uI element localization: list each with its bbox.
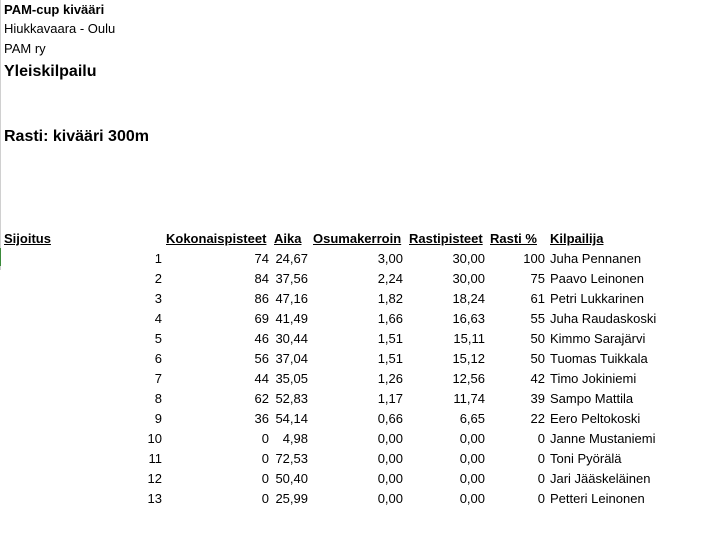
stage-points-cell: 18,24	[452, 291, 485, 306]
competitor-cell: Juha Raudaskoski	[550, 311, 657, 326]
competitor-cell: Jari Jääskeläinen	[550, 471, 651, 486]
total-points-cell: 0	[261, 491, 269, 506]
time-cell: 30,44	[275, 331, 308, 346]
stage-percent-cell: 0	[537, 471, 545, 486]
hit-factor-cell: 0,00	[377, 471, 403, 486]
stage-points-cell: 16,63	[452, 311, 485, 326]
rank-cell: 4	[154, 311, 162, 326]
rank-cell: 12	[147, 471, 162, 486]
rank-cell: 10	[147, 431, 162, 446]
stage-percent-cell: 55	[530, 311, 545, 326]
stage-points-cell: 11,74	[453, 391, 485, 406]
competitor-cell: Petteri Leinonen	[550, 491, 645, 506]
hit-factor-cell: 1,51	[377, 351, 403, 366]
total-points-cell: 84	[254, 271, 269, 286]
rank-cell: 6	[154, 351, 162, 366]
time-cell: 35,05	[275, 371, 308, 386]
stage-points-cell: 12,56	[452, 371, 485, 386]
competitor-cell: Paavo Leinonen	[550, 271, 644, 286]
time-cell: 50,40	[275, 471, 308, 486]
competitor-cell: Sampo Mattila	[550, 391, 634, 406]
total-points-cell: 69	[254, 311, 269, 326]
competitor-cell: Kimmo Sarajärvi	[550, 331, 646, 346]
rank-cell: 11	[148, 451, 162, 466]
hit-factor-cell: 1,51	[377, 331, 403, 346]
competitor-cell: Janne Mustaniemi	[550, 431, 656, 446]
selected-cell-marker	[0, 248, 1, 266]
event-title: PAM-cup kivääri	[4, 2, 105, 17]
col-header-stage-points: Rastipisteet	[409, 231, 483, 246]
event-location: Hiukkavaara - Oulu	[4, 21, 116, 36]
total-points-cell: 86	[254, 291, 269, 306]
stage-percent-cell: 100	[523, 251, 545, 266]
rank-cell: 8	[154, 391, 162, 406]
rank-cell: 5	[154, 331, 162, 346]
hit-factor-cell: 2,24	[377, 271, 403, 286]
stage-percent-cell: 50	[530, 331, 545, 346]
rank-cell: 13	[147, 491, 162, 506]
left-gridline	[0, 0, 1, 270]
rank-cell: 3	[154, 291, 162, 306]
stage-points-cell: 0,00	[459, 491, 485, 506]
stage-percent-cell: 75	[530, 271, 545, 286]
total-points-cell: 74	[254, 251, 269, 266]
total-points-cell: 0	[261, 471, 269, 486]
stage-points-cell: 6,65	[459, 411, 485, 426]
stage-percent-cell: 0	[537, 451, 545, 466]
hit-factor-cell: 0,00	[377, 431, 403, 446]
competitor-cell: Timo Jokiniemi	[550, 371, 637, 386]
col-header-stage-percent: Rasti %	[490, 231, 537, 246]
total-points-cell: 46	[254, 331, 269, 346]
stage-points-cell: 0,00	[459, 451, 485, 466]
total-points-cell: 36	[254, 411, 269, 426]
hit-factor-cell: 1,66	[377, 311, 403, 326]
hit-factor-cell: 0,00	[377, 451, 403, 466]
stage-points-cell: 0,00	[459, 431, 485, 446]
hit-factor-cell: 0,00	[377, 491, 403, 506]
total-points-cell: 56	[254, 351, 269, 366]
event-organizer: PAM ry	[4, 41, 46, 56]
time-cell: 52,83	[275, 391, 308, 406]
competitor-cell: Petri Lukkarinen	[550, 291, 644, 306]
col-header-hit-factor: Osumakerroin	[313, 231, 402, 246]
rank-cell: 9	[154, 411, 162, 426]
col-header-competitor: Kilpailija	[550, 231, 604, 246]
stage-percent-cell: 61	[530, 291, 545, 306]
time-cell: 25,99	[275, 491, 308, 506]
time-cell: 41,49	[275, 311, 308, 326]
competition-title: Yleiskilpailu	[4, 63, 97, 80]
hit-factor-cell: 1,26	[377, 371, 403, 386]
stage-points-cell: 30,00	[452, 271, 485, 286]
col-header-total-points: Kokonaispisteet	[166, 231, 267, 246]
total-points-cell: 0	[261, 451, 269, 466]
time-cell: 72,53	[275, 451, 308, 466]
col-header-rank: Sijoitus	[4, 231, 51, 246]
stage-points-cell: 15,12	[452, 351, 485, 366]
competitor-cell: Eero Peltokoski	[550, 411, 641, 426]
competitor-cell: Juha Pennanen	[550, 251, 642, 266]
total-points-cell: 62	[254, 391, 269, 406]
time-cell: 37,04	[275, 351, 308, 366]
hit-factor-cell: 1,82	[377, 291, 403, 306]
stage-title: Rasti: kivääri 300m	[4, 128, 149, 145]
hit-factor-cell: 1,17	[377, 391, 403, 406]
stage-percent-cell: 22	[530, 411, 545, 426]
rank-cell: 2	[154, 271, 162, 286]
stage-percent-cell: 50	[530, 351, 545, 366]
stage-points-cell: 15,11	[453, 331, 485, 346]
rank-cell: 1	[154, 251, 162, 266]
rank-cell: 7	[154, 371, 162, 386]
time-cell: 37,56	[275, 271, 308, 286]
stage-percent-cell: 42	[530, 371, 545, 386]
stage-percent-cell: 0	[537, 491, 545, 506]
total-points-cell: 0	[261, 431, 269, 446]
col-header-time: Aika	[274, 231, 302, 246]
stage-percent-cell: 39	[530, 391, 545, 406]
time-cell: 4,98	[282, 431, 308, 446]
stage-points-cell: 0,00	[459, 471, 485, 486]
time-cell: 24,67	[275, 251, 308, 266]
stage-percent-cell: 0	[537, 431, 545, 446]
hit-factor-cell: 0,66	[377, 411, 403, 426]
hit-factor-cell: 3,00	[377, 251, 403, 266]
time-cell: 54,14	[275, 411, 308, 426]
competitor-cell: Toni Pyörälä	[550, 451, 622, 466]
total-points-cell: 44	[254, 371, 269, 386]
stage-points-cell: 30,00	[452, 251, 485, 266]
competitor-cell: Tuomas Tuikkala	[550, 351, 648, 366]
time-cell: 47,16	[275, 291, 308, 306]
